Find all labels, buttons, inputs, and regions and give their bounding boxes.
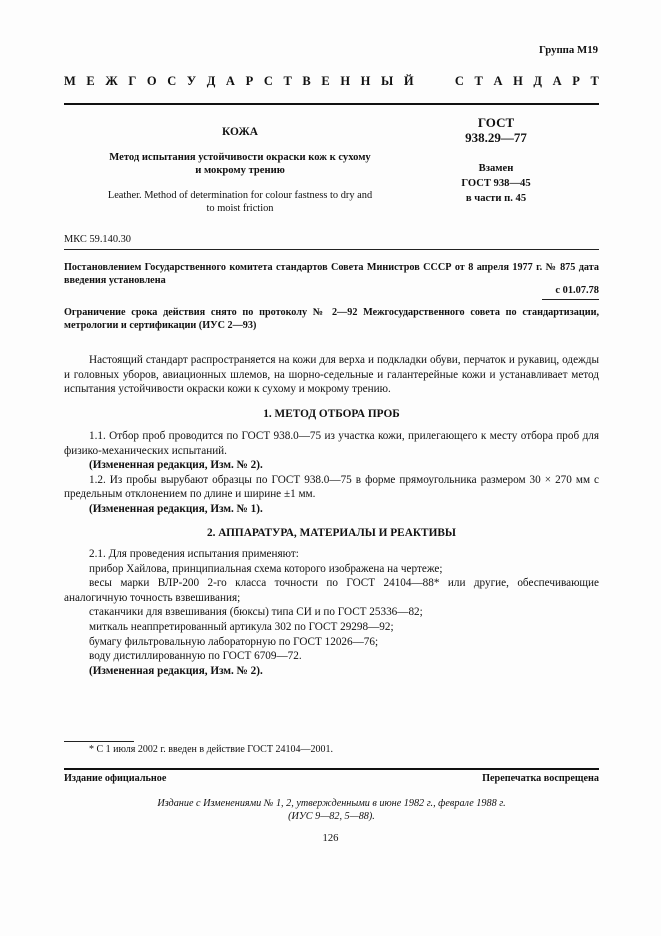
heading-letter: Р bbox=[572, 74, 580, 88]
introduction-date-underline bbox=[542, 299, 599, 300]
edition-note-line: (ИУС 9—82, 5—88). bbox=[288, 810, 375, 822]
subtitle-ru-line: Метод испытания устойчивости окраски кож к сухому bbox=[109, 152, 371, 163]
title-block bbox=[90, 126, 390, 215]
subtitle-ru bbox=[90, 152, 390, 177]
interstate-standard-heading bbox=[64, 74, 599, 89]
heading-letter: Г bbox=[128, 74, 137, 88]
heading-letter: Н bbox=[360, 74, 371, 88]
amendment-note: (Измененная редакция, Изм. № 1). bbox=[89, 502, 263, 515]
heading-letter: Д bbox=[533, 74, 543, 88]
heading-letter: С bbox=[454, 74, 464, 88]
edition-note-line: Издание с Изменениями № 1, 2, утвержденными в июне 1982 г., феврале 1988 г. bbox=[157, 798, 506, 809]
heading-letter: Й bbox=[403, 74, 414, 88]
reprint-prohibited-label: Перепечатка воспрещена bbox=[482, 773, 599, 784]
heading-letter: А bbox=[225, 74, 235, 88]
introduction-date: с 01.07.78 bbox=[555, 285, 599, 296]
heading-letter: А bbox=[493, 74, 503, 88]
edition-note bbox=[64, 798, 599, 823]
heading-letter: О bbox=[146, 74, 157, 88]
gost-label: ГОСТ bbox=[477, 115, 515, 130]
amendment-note: (Измененная редакция, Изм. № 2). bbox=[89, 459, 263, 472]
heading-letter: Т bbox=[590, 74, 599, 88]
header-divider bbox=[64, 103, 599, 105]
heading-letter: С bbox=[167, 74, 177, 88]
mks-code: МКС 59.140.30 bbox=[64, 234, 132, 245]
mks-divider bbox=[64, 249, 599, 250]
amendment-note: (Измененная редакция, Изм. № 2). bbox=[89, 664, 263, 677]
equipment-item: весы марки ВЛР-200 2-го класса точности по ГОСТ 24104—88* или другие, обеспечивающие аналогичную точность взвешивания; bbox=[64, 577, 599, 604]
heading-letter: Р bbox=[245, 74, 254, 88]
section-2-title: 2. АППАРАТУРА, МАТЕРИАЛЫ И РЕАКТИВЫ bbox=[206, 527, 457, 539]
official-edition-label: Издание официальное bbox=[64, 773, 167, 784]
heading-letter: У bbox=[186, 74, 197, 88]
intro-paragraph-block bbox=[64, 353, 599, 397]
equipment-item: бумагу фильтровальную лабораторную по ГОСТ 12026—76; bbox=[89, 635, 379, 648]
gost-number: 938.29—77 bbox=[465, 130, 527, 145]
heading-letter: Т bbox=[283, 74, 292, 88]
intro-paragraph: Настоящий стандарт распространяется на кожи для верха и подкладки обуви, перчаток и рукавиц, одежды и головных уборов, авиационных шлемов, на шорно-седельные и галантерейные кожи и устанавливает метод испытания устойчивости окраски кожи к сухому и мокрому трению. bbox=[64, 354, 599, 396]
section-2-body bbox=[64, 547, 599, 678]
section-1-title: 1. МЕТОД ОТБОРА ПРОБ bbox=[263, 408, 400, 420]
limitation-text: Ограничение срока действия снято по протоколу № 2—92 Межгосударственного совета по стандартизации, метрологии и сертификации (ИУС 2—93) bbox=[64, 307, 599, 331]
footer-divider bbox=[64, 768, 599, 770]
replaces-line: в части п. 45 bbox=[465, 193, 527, 204]
subtitle-en-line: Leather. Method of determination for colour fastness to dry and bbox=[107, 190, 373, 201]
heading-letter: Н bbox=[340, 74, 351, 88]
equipment-item: стаканчики для взвешивания (бюксы) типа СИ и по ГОСТ 25336—82; bbox=[89, 606, 423, 619]
heading-letter: Д bbox=[206, 74, 216, 88]
replaces-line: Взамен bbox=[478, 163, 514, 174]
heading-letter: Ы bbox=[381, 74, 394, 88]
standard-title: КОЖА bbox=[221, 126, 259, 138]
equipment-item: прибор Хайлова, принципиальная схема которого изображена на чертеже; bbox=[89, 562, 443, 575]
subtitle-en bbox=[90, 189, 390, 215]
paragraph-2-1: 2.1. Для проведения испытания применяют: bbox=[89, 548, 299, 560]
heading-letter: Т bbox=[474, 74, 483, 88]
heading-letter: Е bbox=[86, 74, 95, 88]
paragraph-1-1: 1.1. Отбор проб проводится по ГОСТ 938.0—75 из участка кожи, прилегающего к месту отбора проб для физико-механических испытаний. bbox=[64, 430, 599, 457]
heading-letter: С bbox=[263, 74, 273, 88]
equipment-item: миткаль неаппретированный артикула 302 по ГОСТ 29298—92; bbox=[89, 620, 394, 633]
paragraph-1-2: 1.2. Из пробы вырубают образцы по ГОСТ 938.0—75 в форме прямоугольника размером 30 × 270 мм с предельным отклонением по длине и ширине ±1 мм. bbox=[64, 473, 599, 501]
replaces-line: ГОСТ 938—45 bbox=[461, 178, 531, 189]
page-number: 126 bbox=[322, 833, 339, 844]
subtitle-ru-line: и мокрому трению bbox=[195, 164, 285, 176]
subtitle-en-line: to moist friction bbox=[206, 203, 274, 214]
heading-letter: Н bbox=[513, 74, 523, 88]
section-1-body bbox=[64, 429, 599, 517]
heading-letter: М bbox=[64, 74, 76, 88]
group-code: Группа М19 bbox=[539, 44, 598, 56]
decree-text: Постановлением Государственного комитета стандартов Совета Министров СССР от 8 апреля 1977 г. № 875 дата введения установлена bbox=[64, 262, 599, 286]
heading-letter: А bbox=[552, 74, 562, 88]
gost-designation bbox=[441, 115, 551, 206]
footnote: * С 1 июля 2002 г. введен в действие ГОСТ 24104—2001. bbox=[89, 744, 333, 755]
equipment-item: воду дистиллированную по ГОСТ 6709—72. bbox=[89, 650, 302, 663]
heading-letter: Ж bbox=[105, 74, 118, 88]
heading-letter: В bbox=[302, 74, 311, 88]
heading-spacer bbox=[424, 74, 444, 89]
heading-letter: Е bbox=[321, 74, 330, 88]
footnote-rule bbox=[64, 741, 134, 742]
